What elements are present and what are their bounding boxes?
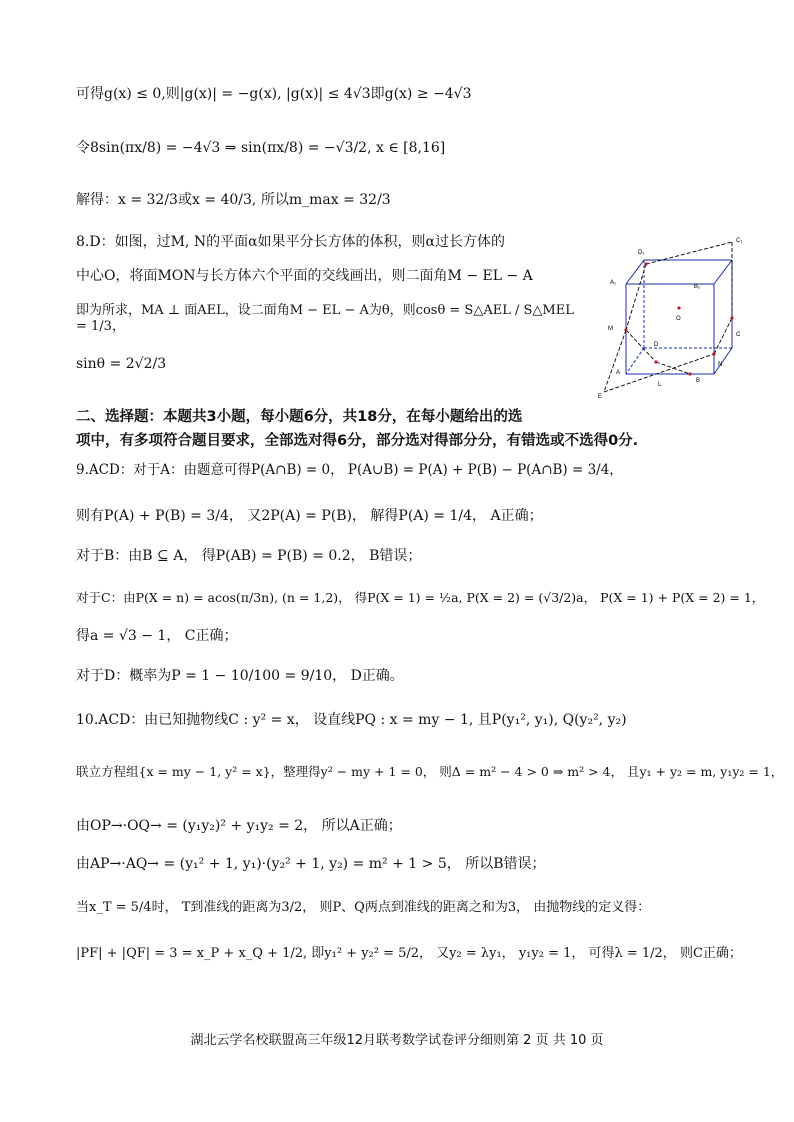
section-heading-2: 项中，有多项符合题目要求，全部选对得6分，部分选对得部分分，有错选或不选得0分.: [76, 433, 639, 449]
label-d1: D₁: [638, 250, 645, 256]
q9-line-a2: 则有P(A) + P(B) = 3/4， 又2P(A) = P(B)， 解得P(A) = 1/4， A正确；: [76, 508, 543, 524]
label-m: M: [608, 326, 613, 332]
q8-answer-line-2: 中心O，将面MON与长方体六个平面的交线画出，则二面角M − EL − A: [76, 268, 533, 284]
label-l: L: [658, 382, 662, 388]
label-a: A: [616, 370, 621, 376]
q10-line-b: 由AP→·AQ→ = (y₁² + 1, y₁)·(y₂² + 1, y₂) = m² + 1 > 5， 所以B错误；: [76, 856, 546, 872]
q9-line-a: 9.ACD：对于A：由题意可得P(A∩B) = 0， P(A∪B) = P(A) + P(B) − P(A∩B) = 3/4，: [76, 462, 623, 478]
label-b: B: [696, 378, 701, 384]
section-heading-1: 二、选择题：本题共3小题，每小题6分，共18分，在每小题给出的选: [76, 409, 523, 425]
cuboid-figure: [596, 222, 746, 400]
label-e: E: [598, 394, 603, 400]
q10-line-a: 由OP→·OQ→ = (y₁y₂)² + y₁y₂ = 2， 所以A正确；: [76, 818, 402, 834]
label-o: O: [676, 316, 681, 322]
q9-line-c2: 得a = √3 − 1， C正确；: [76, 628, 238, 644]
q9-line-b: 对于B：由B ⊆ A， 得P(AB) = P(B) = 0.2， B错误；: [76, 548, 422, 564]
q10-line-1: 10.ACD：由已知抛物线C : y² = x， 设直线PQ : x = my − 1, 且P(y₁², y₁), Q(y₂², y₂): [76, 712, 627, 728]
q9-line-c: 对于C：由P(X = n) = acos(π/3n), (n = 1,2)， 得P(X = 1) = ½a, P(X = 2) = (√3/2)a， P(X = 1) + P(X = 2) = 1，: [76, 590, 765, 605]
q10-line-c2: |PF| + |QF| = 3 = x_P + x_Q + 1/2, 即y₁² + y₂² = 5/2， 又y₂ = λy₁， y₁y₂ = 1， 可得λ = 1/2， 则C正确；: [76, 946, 742, 961]
q8-answer-line-1: 8.D：如图，过M, N的平面α如果平分长方体的体积，则α过长方体的: [76, 234, 505, 250]
line-gx-condition: 可得g(x) ≤ 0,则|g(x)| = −g(x), |g(x)| ≤ 4√3即g(x) ≥ −4√3: [76, 86, 472, 102]
page-footer: 湖北云学名校联盟高三年级12月联考数学试卷评分细则第 2 页 共 10 页: [190, 1033, 604, 1048]
line-solution-x: 解得：x = 32/3或x = 40/3, 所以m_max = 32/3: [76, 192, 391, 208]
label-n: N: [718, 362, 723, 368]
label-b1: B₁: [694, 284, 701, 290]
q10-line-2: 联立方程组{x = my − 1, y² = x}，整理得y² − my + 1 = 0， 则Δ = m² − 4 > 0 ⇒ m² > 4， 且y₁ + y₂ = m, y₁y₂ = 1，: [76, 764, 784, 779]
line-sin-equation: 令8sin(πx/8) = −4√3 ⇒ sin(πx/8) = −√3/2, x ∈ [8,16]: [76, 140, 446, 156]
q8-answer-line-3: 即为所求，MA ⊥ 面AEL，设二面角M − EL − A为θ，则cosθ = S△AEL / S△MEL = 1/3，: [76, 303, 574, 335]
label-c: C: [736, 332, 741, 338]
q10-line-c1: 当x_T = 5/4时， T到准线的距离为3/2， 则P、Q两点到准线的距离之和为3， 由抛物线的定义得：: [76, 900, 651, 915]
q8-sin-theta: sinθ = 2√2/3: [76, 356, 167, 372]
label-a1: A₁: [610, 280, 617, 286]
cuboid-diagram: [596, 222, 746, 400]
q9-line-d: 对于D：概率为P = 1 − 10/100 = 9/10， D正确。: [76, 668, 404, 684]
label-d: D: [654, 342, 659, 348]
label-c1: C₁: [736, 238, 743, 244]
